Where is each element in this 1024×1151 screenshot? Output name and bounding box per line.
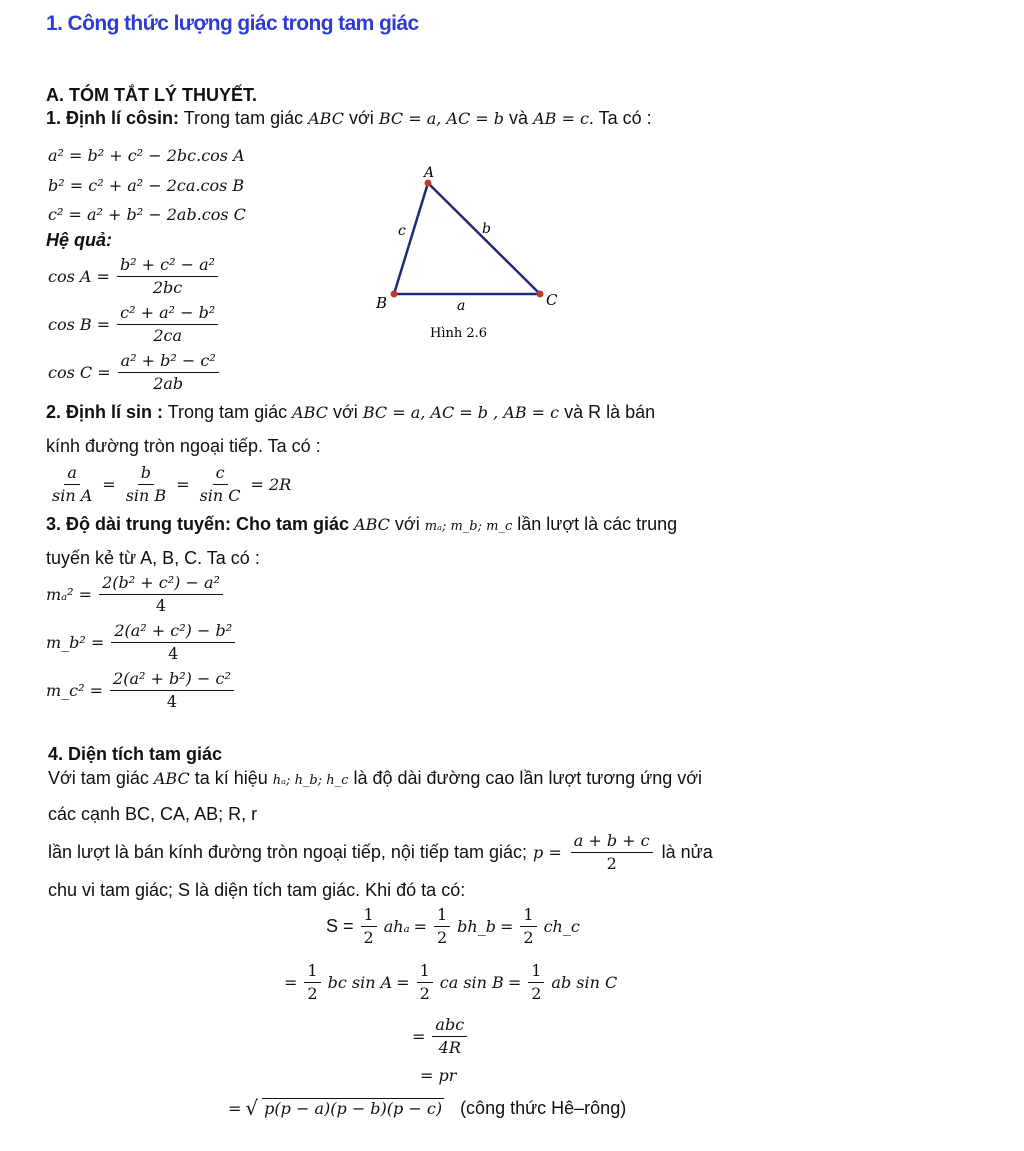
vertex-c [537,291,544,298]
numerator: 1 [361,904,377,927]
text: với [348,108,374,128]
cos-b-fraction [48,302,221,347]
numerator: b [138,462,154,485]
section-heading: A. TÓM TẮT LÝ THUYẾT. [46,85,257,105]
denominator: 2bc [152,278,183,297]
lhs: mₐ² = [46,585,93,604]
numerator: 1 [528,960,544,983]
numerator: a + b + c [571,830,653,853]
label-b-vertex: B [376,294,388,312]
cosine-eq-c: c² = a² + b² − 2ab.cos C [48,205,246,224]
numerator: c² + a² − b² [117,302,218,325]
numerator: 2(a² + b²) − c² [110,668,234,691]
text: Với tam giác [48,768,149,788]
sine-law-equation: $\frac{a}{\text{sin A}}$ = $\frac{b}{\text{sin B}}$ = $\frac{c}{\text{sin C}}$ = 2R [46,462,291,507]
rhs: = 2R [250,475,292,494]
median-heading: 3. Độ dài trung tuyến: Cho tam giác [46,514,350,534]
label-b-side: b [482,221,491,237]
label-a-side: a [457,298,466,314]
median-b-eq [46,620,238,665]
text: và R là bán [564,402,656,422]
numerator: 2(a² + c²) − b² [111,620,235,643]
median-intro [46,514,677,535]
denominator: 2 [523,928,534,947]
denominator: 2ca [153,326,183,345]
lhs: cos B = [48,315,111,334]
triangle-name: ABC [354,515,390,534]
area-row2: = $\frac{1}{2}$ bc sin A = $\frac{1}{2}$ ca sin B = $\frac{1}{2}$ ab sin C [284,961,618,1003]
triangle-name: ABC [153,769,190,788]
triangle-name: ABC [308,109,344,128]
numerator: 1 [520,904,536,927]
term: ch_c [543,917,580,936]
numerator: a² + b² − c² [118,350,219,373]
vertex-b [391,291,398,298]
numerator: 2(b² + c²) − a² [99,572,223,595]
denominator: 2 [307,984,318,1003]
height-symbols: hₐ; h_b; h_c [272,773,349,788]
heron-label: (công thức Hê–rông) [460,1097,627,1118]
text: với [394,514,420,534]
lhs: m_c² = [46,681,104,700]
cosine-law-heading: 1. Định lí côsin: [46,108,180,128]
numerator: 1 [304,960,320,983]
term: ahₐ [383,917,410,936]
median-symbols: mₐ; m_b; m_c [424,519,513,534]
denominator: 2 [531,984,542,1003]
term: bh_b [457,917,496,936]
term: ca sin B [439,973,504,992]
lhs: cos C = [48,363,111,382]
cos-c-fraction [48,350,222,395]
median-c-eq [46,668,237,713]
area-line3 [48,830,713,875]
denominator: 4 [168,644,179,663]
text: với [332,402,358,422]
area-row1: S = $\frac{1}{2}$ ahₐ = $\frac{1}{2}$ bh_b = $\frac{1}{2}$ ch_c [326,905,580,947]
denominator: sin A [52,486,93,505]
page-title: 1. Công thức lượng giác trong tam giác [46,12,419,35]
corollary-heading: Hệ quả: [46,230,113,250]
s-label: S = [326,916,354,936]
cos-a-fraction [48,254,221,299]
numerator: b² + c² − a² [117,254,218,277]
numerator: c [213,462,228,485]
text: và [509,108,529,128]
cosine-eq-b: b² = c² + a² − 2ca.cos B [48,176,245,195]
area-heading: 4. Diện tích tam giác [48,744,223,764]
term: bc sin A [327,973,393,992]
text: . Ta có : [588,108,652,128]
side-b-line [428,183,540,294]
text: ta kí hiệu [194,768,268,788]
denominator: 4 [155,596,167,615]
triangle-name: ABC [292,403,328,422]
text: là nửa [661,842,713,862]
figure-caption: Hình 2.6 [430,326,488,341]
p-symbol: p = [533,843,562,862]
heron-radicand: p(p − a)(p − b)(p − c) [264,1099,443,1118]
cosine-law-intro [46,108,652,129]
area-line4: chu vi tam giác; S là diện tích tam giác. Khi đó ta có: [48,880,466,900]
area-row3: = $\frac{\text{abc}}{4R}$ [412,1014,470,1059]
area-row4: = pr [420,1066,457,1085]
label-a-vertex: A [424,165,435,181]
area-line2: các cạnh BC, CA, AB; R, r [48,804,258,824]
sine-law-intro [46,402,655,423]
text: Trong tam giác [167,402,288,422]
text: lần lượt là bán kính đường tròn ngoại tiếp, nội tiếp tam giác; [48,842,527,862]
sides: BC = a, AC = b , AB = c [362,403,560,422]
term: ab sin C [551,973,618,992]
denominator: 2 [436,928,448,947]
lhs: m_b² = [46,633,105,652]
lhs: cos A = [48,267,110,286]
cosine-eq-a: a² = b² + c² − 2bc.cos A [48,146,245,165]
denominator: 2 [363,928,374,947]
numerator: abc [432,1014,467,1037]
numerator: a [64,462,80,485]
numerator: 1 [417,960,433,983]
denominator: 4 [166,692,178,711]
denominator: sin B [125,486,167,505]
denominator: 4R [438,1038,461,1057]
text: Trong tam giác [183,108,304,128]
area-line1 [48,768,702,789]
numerator: 1 [434,904,450,927]
text: là độ dài đường cao lần lượt tương ứng với [353,768,703,788]
label-c-vertex: C [546,291,558,309]
label-c-side: c [398,223,406,239]
denominator: 2ab [153,374,184,393]
median-a-eq [46,572,226,617]
sine-law-line2: kính đường tròn ngoại tiếp. Ta có : [46,436,321,456]
denominator: 2 [606,854,617,873]
side-ab: AB = c [533,109,589,128]
area-row5: = √ p(p − a)(p − b)(p − c) (công thức Hê–rông) [228,1096,627,1120]
denominator: 2 [419,984,430,1003]
triangle-figure [370,165,570,345]
denominator: sin C [199,486,241,505]
median-line2: tuyến kẻ từ A, B, C. Ta có : [46,548,260,568]
text: lần lượt là các trung [517,514,678,534]
sides: BC = a, AC = b [378,109,505,128]
sine-law-heading: 2. Định lí sin : [46,402,164,422]
